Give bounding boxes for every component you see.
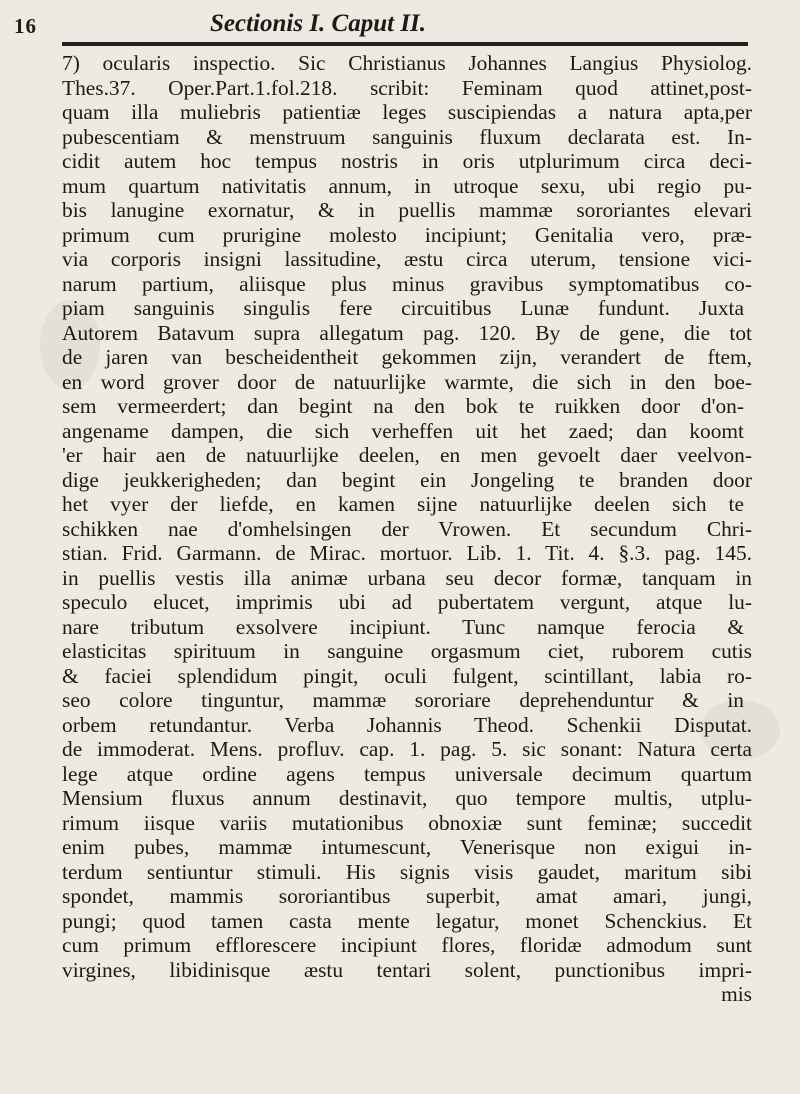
text-line: mum quartum nativitatis annum, in utroque sexu, ubi regio pu- <box>62 173 752 198</box>
text-line: via corporis insigni lassitudine, æstu circa uterum, tensione vici- <box>62 247 752 271</box>
text-line: schikken nae d'omhelsingen der Vrowen. Et secundum Chri- <box>62 516 752 541</box>
text-line: orbem retundantur. Verba Johannis Theod. Schenkii Disputat. <box>62 712 752 737</box>
text-line: dige jeukkerigheden; dan begint ein Jongeling te branden door <box>62 467 752 492</box>
text-line: angename dampen, die sich verheffen uit het zaed; dan koomt <box>62 418 744 443</box>
text-line: seo colore tinguntur, mammæ sororiare deprehenduntur & in <box>62 688 744 712</box>
text-line: narum partium, aliisque plus minus gravibus symptomatibus co- <box>62 271 752 296</box>
text-line: & faciei splendidum pingit, oculi fulgent, scintillant, labia ro- <box>62 663 752 688</box>
text-line: Mensium fluxus annum destinavit, quo tempore multis, utplu- <box>62 786 752 810</box>
text-line: 7) ocularis inspectio. Sic Christianus Johannes Langius Physiolog. <box>62 51 752 75</box>
text-line: spondet, mammis sororiantibus superbit, amat amari, jungi, <box>62 884 752 908</box>
text-line: rimum iisque variis mutationibus obnoxiæ sunt feminæ; succedit <box>62 810 752 835</box>
text-line: piam sanguinis singulis fere circuitibus Lunæ fundunt. Juxta <box>62 296 744 320</box>
text-line: cidit autem hoc tempus nostris in oris utplurimum circa deci- <box>62 149 752 173</box>
text-line: quam illa muliebris patientiæ leges suscipiendas a natura apta,per <box>62 100 752 124</box>
text-line: Autorem Batavum supra allegatum pag. 120. By de gene, die tot <box>62 320 752 345</box>
text-line: het vyer der liefde, en kamen sijne natuurlijke deelen sich te <box>62 492 744 516</box>
text-line: elasticitas spirituum in sanguine orgasmum ciet, ruborem cutis <box>62 639 752 663</box>
text-line: cum primum efflorescere incipiunt flores, floridæ admodum sunt <box>62 933 752 957</box>
page-number: 16 <box>14 14 37 38</box>
text-line: 'er hair aen de natuurlijke deelen, en men gevoelt daer veelvon- <box>62 443 752 467</box>
text-line: sem vermeerdert; dan begint na den bok te ruikken door d'on- <box>62 394 744 418</box>
header-rule <box>62 42 748 46</box>
text-line: speculo elucet, imprimis ubi ad pubertatem vergunt, atque lu- <box>62 590 752 614</box>
text-line: virgines, libidinisque æstu tentari solent, punctionibus impri- <box>62 957 752 982</box>
text-line: in puellis vestis illa animæ urbana seu decor formæ, tanquam in <box>62 565 752 590</box>
text-line: pubescentiam & menstruum sanguinis fluxum declarata est. In- <box>62 124 752 149</box>
text-line: nare tributum exsolvere incipiunt. Tunc namque ferocia & <box>62 614 744 639</box>
page-header <box>0 0 800 46</box>
text-line: de immoderat. Mens. profluv. cap. 1. pag. 5. sic sonant: Natura certa <box>62 737 752 761</box>
text-line: de jaren van bescheidentheit gekommen zijn, verandert de ftem, <box>62 345 752 369</box>
running-head: Sectionis I. Caput II. <box>210 10 427 37</box>
text-line: bis lanugine exornatur, & in puellis mammæ sororiantes elevari <box>62 198 752 222</box>
text-line: terdum sentiuntur stimuli. His signis visis gaudet, maritum sibi <box>62 859 752 884</box>
text-line: stian. Frid. Garmann. de Mirac. mortuor. Lib. 1. Tit. 4. §.3. pag. 145. <box>62 541 752 565</box>
text-line: Thes.37. Oper.Part.1.fol.218. scribit: Feminam quod attinet,post- <box>62 75 752 100</box>
text-line: primum cum prurigine molesto incipiunt; Genitalia vero, præ- <box>62 222 752 247</box>
text-line: en word grover door de natuurlijke warmte, die sich in den boe- <box>62 369 752 394</box>
text-line: lege atque ordine agens tempus universale decimum quartum <box>62 761 752 786</box>
text-line: pungi; quod tamen casta mente legatur, monet Schenckius. Et <box>62 908 752 933</box>
text-line: enim pubes, mammæ intumescunt, Venerisque non exigui in- <box>62 835 752 859</box>
catchword: mis <box>721 982 752 1006</box>
body-text <box>62 51 752 1007</box>
